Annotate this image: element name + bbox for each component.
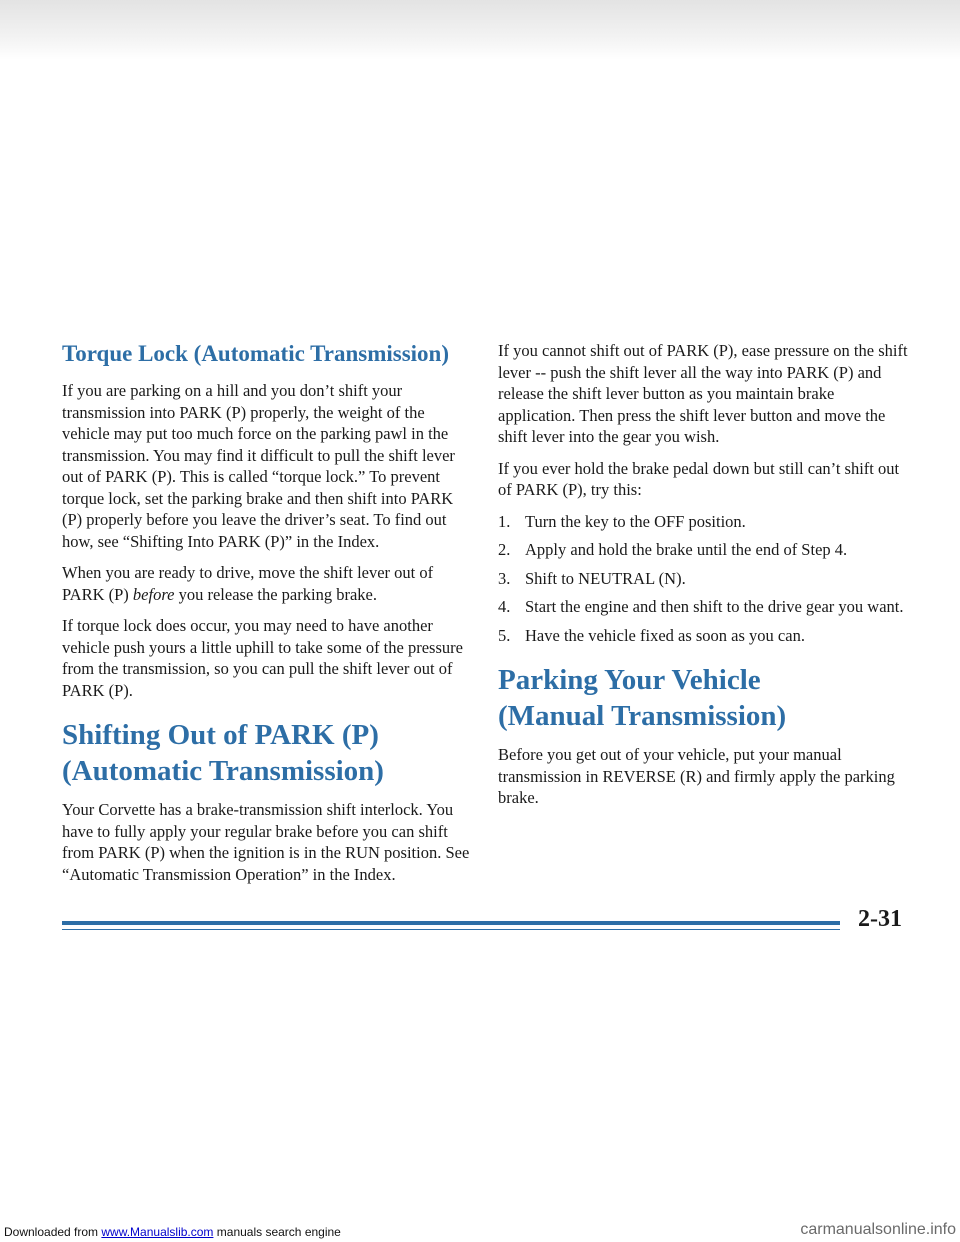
torque-lock-paragraph-2-end: you release the parking brake. [174, 584, 377, 604]
torque-lock-paragraph-1: If you are parking on a hill and you don’t shift your transmission into PARK (P) properly, the weight of the vehicle may put too much force on the parking pawl in the transmission. You may find it difficult to pull the shift lever out of PARK (P). This is called “torque lock.” To prevent torque lock, set the parking brake and then shift into PARK (P) properly before you leave the driver’s seat. To find out how, see “Shifting Into PARK (P)” in the Index. [62, 381, 455, 551]
shifting-heading-line-2: (Automatic Transmission) [62, 755, 384, 787]
parking-heading-line-1: Parking Your Vehicle [498, 664, 761, 696]
list-item [498, 568, 910, 590]
page-number: 2-31 [858, 906, 902, 932]
manualslib-link[interactable]: www.Manualslib.com [101, 1225, 214, 1239]
shifting-heading-line-1: Shifting Out of PARK (P) [62, 719, 379, 751]
step-text: Turn the key to the OFF position. [525, 511, 746, 531]
manual-parking-paragraph: Before you get out of your vehicle, put your manual transmission in REVERSE (R) and firmly apply the parking brake. [498, 745, 895, 807]
rule-thin-line [62, 929, 840, 930]
parking-heading-line-2: (Manual Transmission) [498, 700, 787, 732]
left-column [62, 340, 472, 895]
shift-interlock-paragraph: Your Corvette has a brake-transmission shift interlock. You have to fully apply your regular brake before you can shift from PARK (P) when the ignition is in the RUN position. See “Automatic Transmission Operation” in the Index. [62, 800, 470, 884]
torque-lock-paragraph-2 [62, 562, 472, 605]
ease-pressure-paragraph: If you cannot shift out of PARK (P), ease pressure on the shift lever -- push the shift lever all the way into PARK (P) and release the shift lever button as you maintain brake application. Then press the shift lever button and move the shift lever into the gear you wish. [498, 341, 908, 446]
list-item [498, 596, 910, 618]
download-credit-suffix: manuals search engine [213, 1225, 341, 1239]
download-credit [4, 1225, 341, 1239]
try-this-paragraph: If you ever hold the brake pedal down but still can’t shift out of PARK (P), try this: [498, 458, 900, 499]
parking-your-vehicle-heading [498, 662, 910, 734]
rule-thick-line [62, 921, 840, 925]
steps-list [498, 511, 910, 647]
torque-lock-heading: Torque Lock (Automatic Transmission) [62, 341, 450, 366]
watermark: carmanualsonline.info [800, 1221, 956, 1238]
list-item [498, 625, 910, 647]
step-number: 1. [498, 511, 511, 531]
step-text: Apply and hold the brake until the end of Step 4. [525, 540, 848, 559]
page-footer-rule [0, 898, 960, 938]
list-item [498, 539, 910, 561]
step-text: Shift to NEUTRAL (N). [525, 568, 686, 588]
step-number: 5. [498, 625, 511, 645]
right-column [498, 340, 910, 819]
step-text: Have the vehicle fixed as soon as you can. [525, 625, 805, 645]
download-credit-prefix: Downloaded from [4, 1225, 102, 1239]
top-banner [0, 0, 960, 60]
step-number: 2. [498, 540, 511, 559]
torque-lock-paragraph-2-start: When you are ready to drive, move the shift lever out of PARK (P) [62, 563, 434, 604]
step-number: 3. [498, 568, 511, 588]
list-item [498, 511, 910, 533]
emphasis-before: before [132, 584, 175, 604]
shifting-out-of-park-heading [62, 717, 472, 789]
step-text: Start the engine and then shift to the drive gear you want. [525, 597, 904, 616]
step-number: 4. [498, 597, 511, 616]
torque-lock-paragraph-3: If torque lock does occur, you may need to have another vehicle push yours a little uphill to take some of the pressure from the transmission, so you can pull the shift lever out of PARK (P). [62, 616, 463, 700]
